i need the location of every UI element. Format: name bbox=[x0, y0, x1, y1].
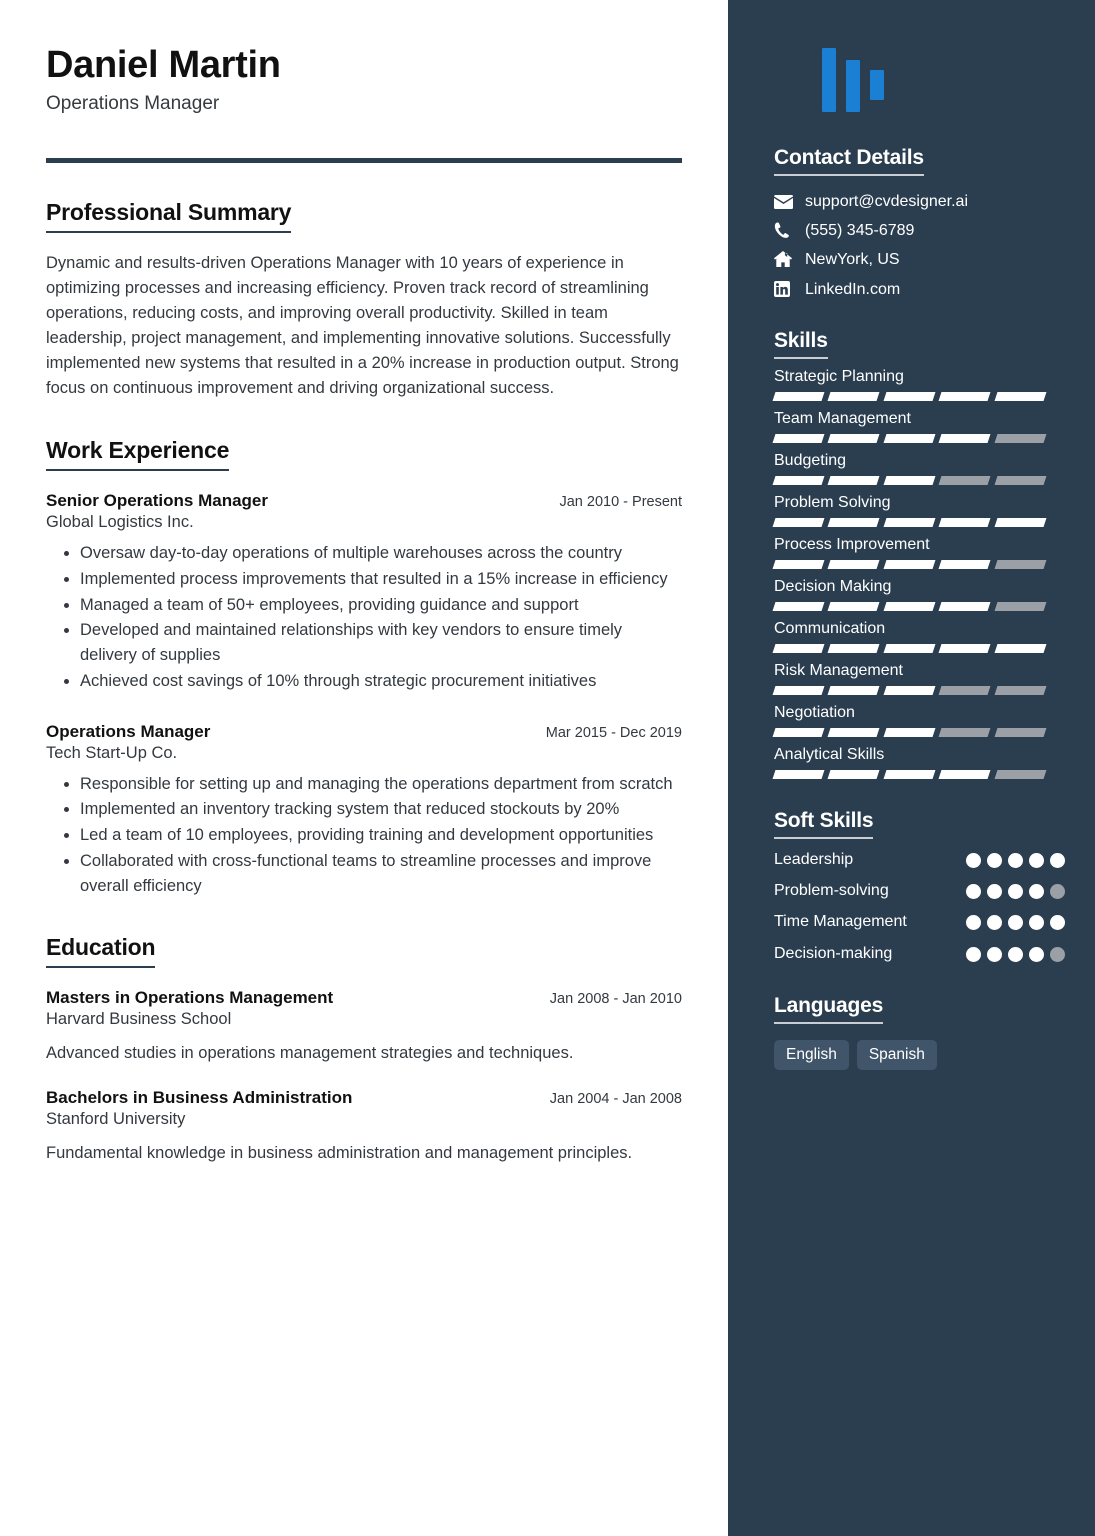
soft-skill-item bbox=[774, 943, 1065, 964]
skill-label: Team Management bbox=[774, 409, 911, 427]
work-entry-header bbox=[46, 491, 682, 511]
skill-item bbox=[774, 746, 1065, 779]
resume-header bbox=[46, 44, 682, 115]
work-bullet: • Developed and maintained relationships with key vendors to ensure timely delivery of supplies bbox=[80, 618, 682, 668]
soft-skill-rating bbox=[966, 880, 1065, 899]
skill-segment bbox=[773, 644, 825, 653]
rating-dot bbox=[966, 853, 981, 868]
education-entry bbox=[46, 988, 682, 1066]
work-company: Global Logistics Inc. bbox=[46, 513, 194, 532]
work-entry-header bbox=[46, 722, 682, 742]
skill-label: Budgeting bbox=[774, 451, 847, 469]
education-degree: Masters in Operations Management bbox=[46, 988, 334, 1008]
education-date: Jan 2004 - Jan 2008 bbox=[549, 1091, 682, 1108]
envelope-icon bbox=[774, 195, 796, 209]
work-bullet: • Implemented process improvements that resulted in a 15% increase in efficiency bbox=[80, 567, 682, 592]
skill-item bbox=[774, 620, 1065, 653]
skill-segment bbox=[994, 392, 1046, 401]
skill-segment bbox=[994, 686, 1046, 695]
skill-segment bbox=[994, 728, 1046, 737]
skill-level-bar bbox=[774, 476, 1045, 485]
skill-segment bbox=[883, 518, 935, 527]
rating-dot bbox=[1008, 884, 1023, 899]
skill-segment bbox=[939, 560, 991, 569]
work-bullets bbox=[46, 772, 682, 899]
skill-level-bar bbox=[774, 434, 1045, 443]
skill-label: Problem Solving bbox=[774, 493, 891, 511]
skill-level-bar bbox=[774, 560, 1045, 569]
education-description: Fundamental knowledge in business administration and management principles. bbox=[46, 1144, 633, 1163]
work-entry bbox=[46, 491, 682, 694]
skill-label: Strategic Planning bbox=[774, 367, 904, 385]
skill-segment bbox=[773, 728, 825, 737]
skill-segment bbox=[828, 434, 880, 443]
soft-skill-label: Leadership bbox=[774, 850, 854, 868]
candidate-name: Daniel Martin bbox=[46, 44, 281, 86]
skill-segment bbox=[773, 686, 825, 695]
section-soft-skills bbox=[774, 809, 1065, 964]
skill-segment bbox=[828, 560, 880, 569]
skill-segment bbox=[994, 434, 1046, 443]
soft-skill-label: Decision-making bbox=[774, 944, 893, 962]
rating-dot bbox=[1050, 915, 1065, 930]
rating-dot bbox=[966, 884, 981, 899]
skill-label: Process Improvement bbox=[774, 535, 930, 553]
work-bullet: • Achieved cost savings of 10% through strategic procurement initiatives bbox=[80, 669, 682, 694]
brand-logo-icon bbox=[822, 44, 1065, 112]
skills-list bbox=[774, 368, 1065, 779]
skill-segment bbox=[883, 476, 935, 485]
rating-dot bbox=[966, 947, 981, 962]
skill-segment bbox=[828, 728, 880, 737]
education-date: Jan 2008 - Jan 2010 bbox=[549, 991, 682, 1008]
skill-segment bbox=[828, 602, 880, 611]
work-bullet: • Collaborated with cross-functional teams to streamline processes and improve overall efficiency bbox=[80, 849, 682, 899]
skill-segment bbox=[939, 476, 991, 485]
rating-dot bbox=[987, 947, 1002, 962]
skill-segment bbox=[773, 560, 825, 569]
section-languages bbox=[774, 994, 1065, 1070]
rating-dot bbox=[987, 915, 1002, 930]
skill-level-bar bbox=[774, 686, 1045, 695]
skill-segment bbox=[828, 770, 880, 779]
section-skills bbox=[774, 329, 1065, 779]
skill-level-bar bbox=[774, 602, 1045, 611]
section-title-education: Education bbox=[46, 934, 155, 968]
education-school: Stanford University bbox=[46, 1110, 186, 1129]
contact-linkedin-value: LinkedIn.com bbox=[805, 280, 901, 298]
work-position: Operations Manager bbox=[46, 721, 211, 741]
section-work-experience bbox=[46, 437, 682, 898]
rating-dot bbox=[1008, 915, 1023, 930]
skill-segment bbox=[994, 476, 1046, 485]
skill-segment bbox=[883, 434, 935, 443]
work-entry bbox=[46, 722, 682, 899]
skill-label: Decision Making bbox=[774, 577, 892, 595]
skill-segment bbox=[773, 518, 825, 527]
language-chip[interactable]: Spanish bbox=[857, 1040, 937, 1070]
linkedin-icon bbox=[774, 281, 796, 297]
skill-segment bbox=[773, 392, 825, 401]
soft-skill-rating bbox=[966, 849, 1065, 868]
rating-dot bbox=[1050, 947, 1065, 962]
section-title-summary: Professional Summary bbox=[46, 199, 291, 233]
skill-segment bbox=[828, 392, 880, 401]
skill-item bbox=[774, 578, 1065, 611]
rating-dot bbox=[1008, 853, 1023, 868]
logo-bar-short bbox=[870, 70, 884, 100]
skill-segment bbox=[994, 602, 1046, 611]
contact-item-email[interactable] bbox=[774, 192, 1065, 211]
skill-label: Risk Management bbox=[774, 661, 903, 679]
education-description: Advanced studies in operations management strategies and techniques. bbox=[46, 1044, 574, 1063]
contact-item-location[interactable] bbox=[774, 250, 1065, 269]
education-entries bbox=[46, 988, 682, 1166]
home-icon bbox=[774, 251, 796, 268]
skill-segment bbox=[994, 518, 1046, 527]
skill-level-bar bbox=[774, 518, 1045, 527]
candidate-role: Operations Manager bbox=[46, 92, 220, 114]
work-date: Mar 2015 - Dec 2019 bbox=[545, 724, 682, 741]
rating-dot bbox=[987, 884, 1002, 899]
skill-segment bbox=[939, 602, 991, 611]
work-bullet: • Implemented an inventory tracking system that reduced stockouts by 20% bbox=[80, 797, 682, 822]
skill-item bbox=[774, 536, 1065, 569]
skill-segment bbox=[883, 770, 935, 779]
skill-segment bbox=[828, 686, 880, 695]
section-title-skills: Skills bbox=[774, 329, 828, 359]
skill-segment bbox=[883, 560, 935, 569]
skill-segment bbox=[939, 392, 991, 401]
skill-item bbox=[774, 410, 1065, 443]
contact-phone-value: (555) 345-6789 bbox=[805, 222, 915, 240]
work-bullet: • Led a team of 10 employees, providing training and development opportunities bbox=[80, 823, 682, 848]
skill-level-bar bbox=[774, 644, 1045, 653]
work-bullet: • Responsible for setting up and managing the operations department from scratch bbox=[80, 772, 682, 797]
skill-segment bbox=[883, 728, 935, 737]
contact-item-phone[interactable] bbox=[774, 221, 1065, 240]
soft-skill-item bbox=[774, 911, 1065, 932]
soft-skill-item bbox=[774, 880, 1065, 901]
skill-label: Negotiation bbox=[774, 703, 855, 721]
skill-segment bbox=[994, 644, 1046, 653]
work-company: Tech Start-Up Co. bbox=[46, 743, 178, 762]
education-entry bbox=[46, 1088, 682, 1166]
header-divider bbox=[46, 158, 682, 163]
skill-label: Analytical Skills bbox=[774, 745, 885, 763]
education-degree: Bachelors in Business Administration bbox=[46, 1088, 353, 1108]
languages-list bbox=[774, 1040, 1065, 1070]
skill-segment bbox=[939, 770, 991, 779]
skill-segment bbox=[883, 392, 935, 401]
language-chip[interactable]: English bbox=[774, 1040, 849, 1070]
work-bullet: • Oversaw day-to-day operations of multiple warehouses across the country bbox=[80, 541, 682, 566]
soft-skill-rating bbox=[966, 943, 1065, 962]
contact-list bbox=[774, 192, 1065, 299]
skill-segment bbox=[994, 560, 1046, 569]
skill-label: Communication bbox=[774, 619, 886, 637]
logo-bar-medium bbox=[846, 60, 860, 112]
skill-segment bbox=[828, 644, 880, 653]
skill-level-bar bbox=[774, 728, 1045, 737]
skill-item bbox=[774, 704, 1065, 737]
rating-dot bbox=[1008, 947, 1023, 962]
skill-segment bbox=[828, 476, 880, 485]
rating-dot bbox=[1029, 947, 1044, 962]
skill-item bbox=[774, 494, 1065, 527]
contact-item-linkedin[interactable] bbox=[774, 280, 1065, 299]
skill-segment bbox=[773, 476, 825, 485]
section-professional-summary bbox=[46, 199, 682, 401]
rating-dot bbox=[1029, 884, 1044, 899]
soft-skill-rating bbox=[966, 911, 1065, 930]
skill-segment bbox=[939, 728, 991, 737]
rating-dot bbox=[966, 915, 981, 930]
soft-skill-item bbox=[774, 849, 1065, 870]
skill-segment bbox=[939, 518, 991, 527]
work-entries bbox=[46, 491, 682, 898]
education-entry-header bbox=[46, 1088, 682, 1108]
rating-dot bbox=[1050, 884, 1065, 899]
skill-segment bbox=[939, 644, 991, 653]
rating-dot bbox=[1029, 915, 1044, 930]
section-title-work: Work Experience bbox=[46, 437, 229, 471]
rating-dot bbox=[1050, 853, 1065, 868]
skill-segment bbox=[939, 686, 991, 695]
section-contact-details bbox=[774, 146, 1065, 299]
sidebar bbox=[728, 0, 1095, 1536]
education-school: Harvard Business School bbox=[46, 1010, 232, 1029]
skill-segment bbox=[883, 686, 935, 695]
work-position: Senior Operations Manager bbox=[46, 491, 268, 511]
contact-location-value: NewYork, US bbox=[805, 251, 900, 269]
logo-bar-tall bbox=[822, 48, 836, 112]
skill-level-bar bbox=[774, 770, 1045, 779]
work-bullets bbox=[46, 541, 682, 694]
section-title-soft-skills: Soft Skills bbox=[774, 809, 873, 839]
rating-dot bbox=[987, 853, 1002, 868]
phone-icon bbox=[774, 222, 796, 239]
skill-item bbox=[774, 452, 1065, 485]
skill-item bbox=[774, 662, 1065, 695]
work-date: Jan 2010 - Present bbox=[559, 494, 682, 511]
summary-text: Dynamic and results-driven Operations Manager with 10 years of experience in optimizing processes and increasing efficiency. Proven track record of streamlining operations, reducing costs, and improving overall productivity. Skilled in team leadership, project management, and implementing innovative solutions. Successfully implemented new systems that resulted in a 20% increase in production output. Strong focus on continuous improvement and driving organizational success. bbox=[46, 253, 679, 397]
skill-segment bbox=[773, 770, 825, 779]
section-title-languages: Languages bbox=[774, 994, 883, 1024]
work-bullet: • Managed a team of 50+ employees, providing guidance and support bbox=[80, 593, 682, 618]
skill-item bbox=[774, 368, 1065, 401]
skill-segment bbox=[939, 434, 991, 443]
education-entry-header bbox=[46, 988, 682, 1008]
skill-level-bar bbox=[774, 392, 1045, 401]
skill-segment bbox=[773, 434, 825, 443]
skill-segment bbox=[994, 770, 1046, 779]
skill-segment bbox=[883, 602, 935, 611]
soft-skill-label: Problem-solving bbox=[774, 882, 889, 900]
section-education bbox=[46, 934, 682, 1166]
rating-dot bbox=[1029, 853, 1044, 868]
skill-segment bbox=[883, 644, 935, 653]
section-title-contact: Contact Details bbox=[774, 146, 924, 176]
skill-segment bbox=[828, 518, 880, 527]
soft-skill-label: Time Management bbox=[774, 913, 907, 931]
contact-email-value: support@cvdesigner.ai bbox=[805, 193, 968, 210]
soft-skills-list bbox=[774, 849, 1065, 964]
skill-segment bbox=[773, 602, 825, 611]
